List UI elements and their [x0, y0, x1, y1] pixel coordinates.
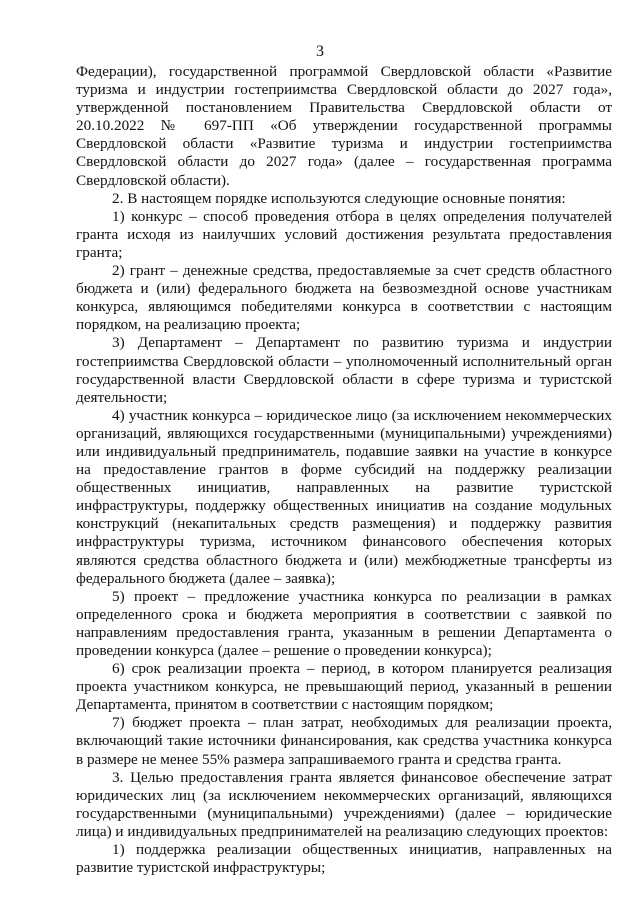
paragraph-definition-term: 6) срок реализации проекта – период, в котором планируется реализация проекта участником конкурса, не превышающий период, указанный в решении Департамента, принятом в соответствии с настоящим порядком;: [76, 660, 612, 714]
paragraph-definition-participant: 4) участник конкурса – юридическое лицо (за исключением некоммерческих организаций, являющихся государственными (муниципальными) учреждениями) или индивидуальный предприниматель, подавшие заявки на участие в конкурсе на предоставление грантов в форме субсидий на поддержку реализации общественных инициатив, направленных на развитие туристской инфраструктуры, поддержку общественных инициатив на создание модульных конструкций (некапитальных средств размещения) и поддержку развития инфраструктуры туризма, источником финансового обеспечения которых являются средства областного бюджета и (или) межбюджетные трансферты из федерального бюджета (далее – заявка);: [76, 406, 612, 587]
paragraph-definition-grant: 2) грант – денежные средства, предоставляемые за счет средств областного бюджета и (или) федерального бюджета на безвозмездной основе участникам конкурса, являющимся победителями конкурса в соответствии с настоящим порядком, на реализацию проекта;: [76, 262, 612, 334]
paragraph-intro-continued: Федерации), государственной программой Свердловской области «Развитие туризма и индустрии гостеприимства Свердловской области до 2027 года», утвержденной постановлением Правительства Свердловской области от 20.10.2022 № 697-ПП «Об утверждении государственной программы Свердловской области «Развитие туризма и индустрии гостеприимства Свердловской области до 2027 года» (далее – государственная программа Свердловской области).: [76, 63, 612, 189]
paragraph-definition-budget: 7) бюджет проекта – план затрат, необходимых для реализации проекта, включающий такие источники финансирования, как средства участника конкурса в размере не менее 55% размера запрашиваемого гранта и средства гранта.: [76, 714, 612, 768]
paragraph-section-2: 2. В настоящем порядке используются следующие основные понятия:: [112, 189, 566, 207]
document-body: [76, 63, 612, 877]
paragraph-section-3: 3. Целью предоставления гранта является финансовое обеспечение затрат юридических лиц (за исключением некоммерческих организаций, являющихся государственными (муниципальными) учреждениями) (далее – юридические лица) и индивидуальных предпринимателей на реализацию следующих проектов:: [76, 768, 612, 840]
paragraph-definition-department: 3) Департамент – Департамент по развитию туризма и индустрии гостеприимства Свердловской области – уполномоченный исполнительный орган государственной власти Свердловской области в сфере туризма и туристской деятельности;: [76, 334, 612, 406]
paragraph-definition-project: 5) проект – предложение участника конкурса по реализации в рамках определенного срока и бюджета мероприятия в соответствии с заявкой по направлениям предоставления гранта, указанным в решении Департамента о проведении конкурса (далее – решение о проведении конкурса);: [76, 587, 612, 659]
paragraph-definition-contest: 1) конкурс – способ проведения отбора в целях определения получателей гранта исходя из наилучших условий достижения результата предоставления гранта;: [76, 207, 612, 261]
page-number: 3: [316, 43, 324, 60]
paragraph-project-type-1: 1) поддержка реализации общественных инициатив, направленных на развитие туристской инфраструктуры;: [76, 841, 612, 877]
